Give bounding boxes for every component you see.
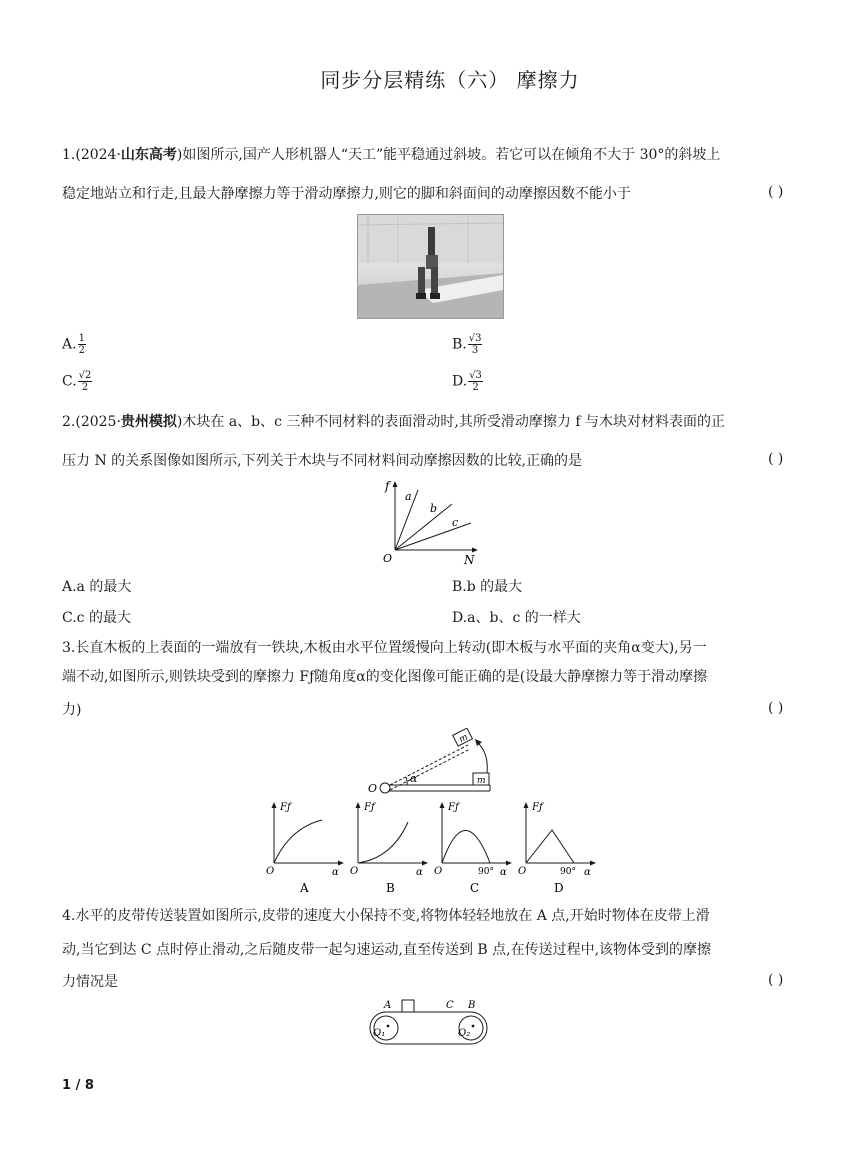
q2-line2: 压力 N 的关系图像如图所示,下列关于木块与不同材料间动摩擦因数的比较,正确的是 — [62, 453, 583, 469]
q3-board-diagram — [365, 728, 500, 798]
q2-line-a: a — [405, 490, 412, 503]
q2-answer-paren[interactable]: ( ) — [768, 451, 784, 467]
q4-line3: 力情况是 — [62, 974, 118, 990]
q2-line-b: b — [430, 502, 438, 515]
svg-text:Fƒ: Fƒ — [448, 802, 459, 813]
svg-text:Fƒ: Fƒ — [364, 802, 375, 813]
q2-friction-graph — [375, 478, 485, 568]
q2-option-d[interactable]: D.a、b、c 的一样大 — [452, 610, 581, 626]
page-title: 同步分层精练（六） 摩擦力 — [320, 68, 580, 92]
q4-pulley-o1: O₁ — [373, 1028, 386, 1039]
q3-block-m-bottom: m — [477, 776, 486, 786]
q2-option-b[interactable]: B.b 的最大 — [452, 579, 523, 595]
q4-point-c: C — [446, 1000, 454, 1011]
q3-answer-paren[interactable]: ( ) — [768, 700, 784, 716]
svg-text:Fƒ: Fƒ — [532, 802, 543, 813]
svg-text:α: α — [416, 867, 423, 878]
q1-answer-paren[interactable]: ( ) — [768, 184, 784, 200]
q1-line2: 稳定地站立和行走,且最大静摩擦力等于滑动摩擦力,则它的脚和斜面间的动摩擦因数不能小于 — [62, 186, 631, 202]
svg-text:α: α — [332, 867, 339, 878]
q3-graph-d-label: D — [554, 881, 564, 895]
svg-text:90°: 90° — [478, 867, 494, 877]
q1-option-a[interactable]: A. $\frac{1}{2}$ — [62, 333, 85, 356]
q3-pivot-o: O — [368, 782, 378, 795]
q2-axis-f: f — [385, 479, 390, 493]
q4-line1: 4.水平的皮带传送装置如图所示,皮带的速度大小保持不变,将物体轻轻地放在 A 点,开始时物体在皮带上滑 — [62, 908, 710, 924]
q2-origin: O — [383, 552, 393, 565]
svg-text:O: O — [350, 866, 359, 877]
svg-text:Fƒ: Fƒ — [280, 802, 291, 813]
q3-line2: 端不动,如图所示,则铁块受到的摩擦力 Fƒ随角度α的变化图像可能正确的是(设最大静摩擦力等于滑动摩擦 — [62, 669, 708, 685]
q4-pulley-o2: O₂ — [458, 1028, 471, 1039]
q2-source-tag: 贵州模拟 — [120, 414, 177, 430]
svg-text:α: α — [584, 867, 591, 878]
q4-answer-paren[interactable]: ( ) — [768, 972, 784, 988]
q4-point-b: B — [468, 1000, 476, 1011]
svg-text:O: O — [266, 866, 275, 877]
q3-answer-graphs — [262, 798, 602, 898]
svg-text:90°: 90° — [560, 867, 576, 877]
q4-point-a: A — [384, 1000, 392, 1011]
q2-line1: 2.(2025·贵州模拟)木块在 a、b、c 三种不同材料的表面滑动时,其所受滑动摩擦力 f 与木块对材料表面的正 — [62, 414, 725, 430]
q3-graph-a — [266, 802, 344, 895]
q1-option-b[interactable]: B. $\frac{√3}{3}$ — [452, 333, 482, 356]
q3-graph-a-label: A — [300, 881, 309, 895]
q1-line1: 1.(2024·山东高考)如图所示,国产人形机器人“天工”能平稳通过斜坡。若它可以在倾角不大于 30°的斜坡上 — [62, 147, 721, 163]
page-number: 1 / 8 — [62, 1078, 94, 1093]
svg-text:O: O — [434, 866, 443, 877]
q1-option-c[interactable]: C. $\frac{√2}{2}$ — [62, 370, 92, 393]
q3-line3: 力) — [62, 702, 82, 718]
q3-angle-alpha: α — [410, 772, 418, 785]
q2-line-c: c — [452, 516, 459, 529]
q3-graph-c — [434, 802, 512, 895]
robot-photo — [357, 214, 504, 319]
q1-source-tag: 山东高考 — [120, 147, 177, 163]
q3-graph-b — [350, 802, 428, 895]
q3-graph-b-label: B — [386, 881, 395, 895]
q1-option-d[interactable]: D. $\frac{√3}{2}$ — [452, 370, 482, 393]
q3-graph-d — [518, 802, 596, 895]
svg-text:O: O — [518, 866, 527, 877]
q3-graph-c-label: C — [470, 881, 480, 895]
q2-axis-n: N — [464, 553, 475, 567]
q2-option-a[interactable]: A.a 的最大 — [62, 579, 132, 595]
q3-block-m-top: m — [457, 732, 470, 746]
svg-text:α: α — [500, 867, 507, 878]
q4-line2: 动,当它到达 C 点时停止滑动,之后随皮带一起匀速运动,直至传送到 B 点,在传送过程中,该物体受到的摩擦 — [62, 942, 712, 958]
q4-conveyor-diagram — [362, 995, 497, 1050]
q3-line1: 3.长直木板的上表面的一端放有一铁块,木板由水平位置缓慢向上转动(即木板与水平面的夹角α变大),另一 — [62, 640, 707, 656]
q2-option-c[interactable]: C.c 的最大 — [62, 610, 131, 626]
